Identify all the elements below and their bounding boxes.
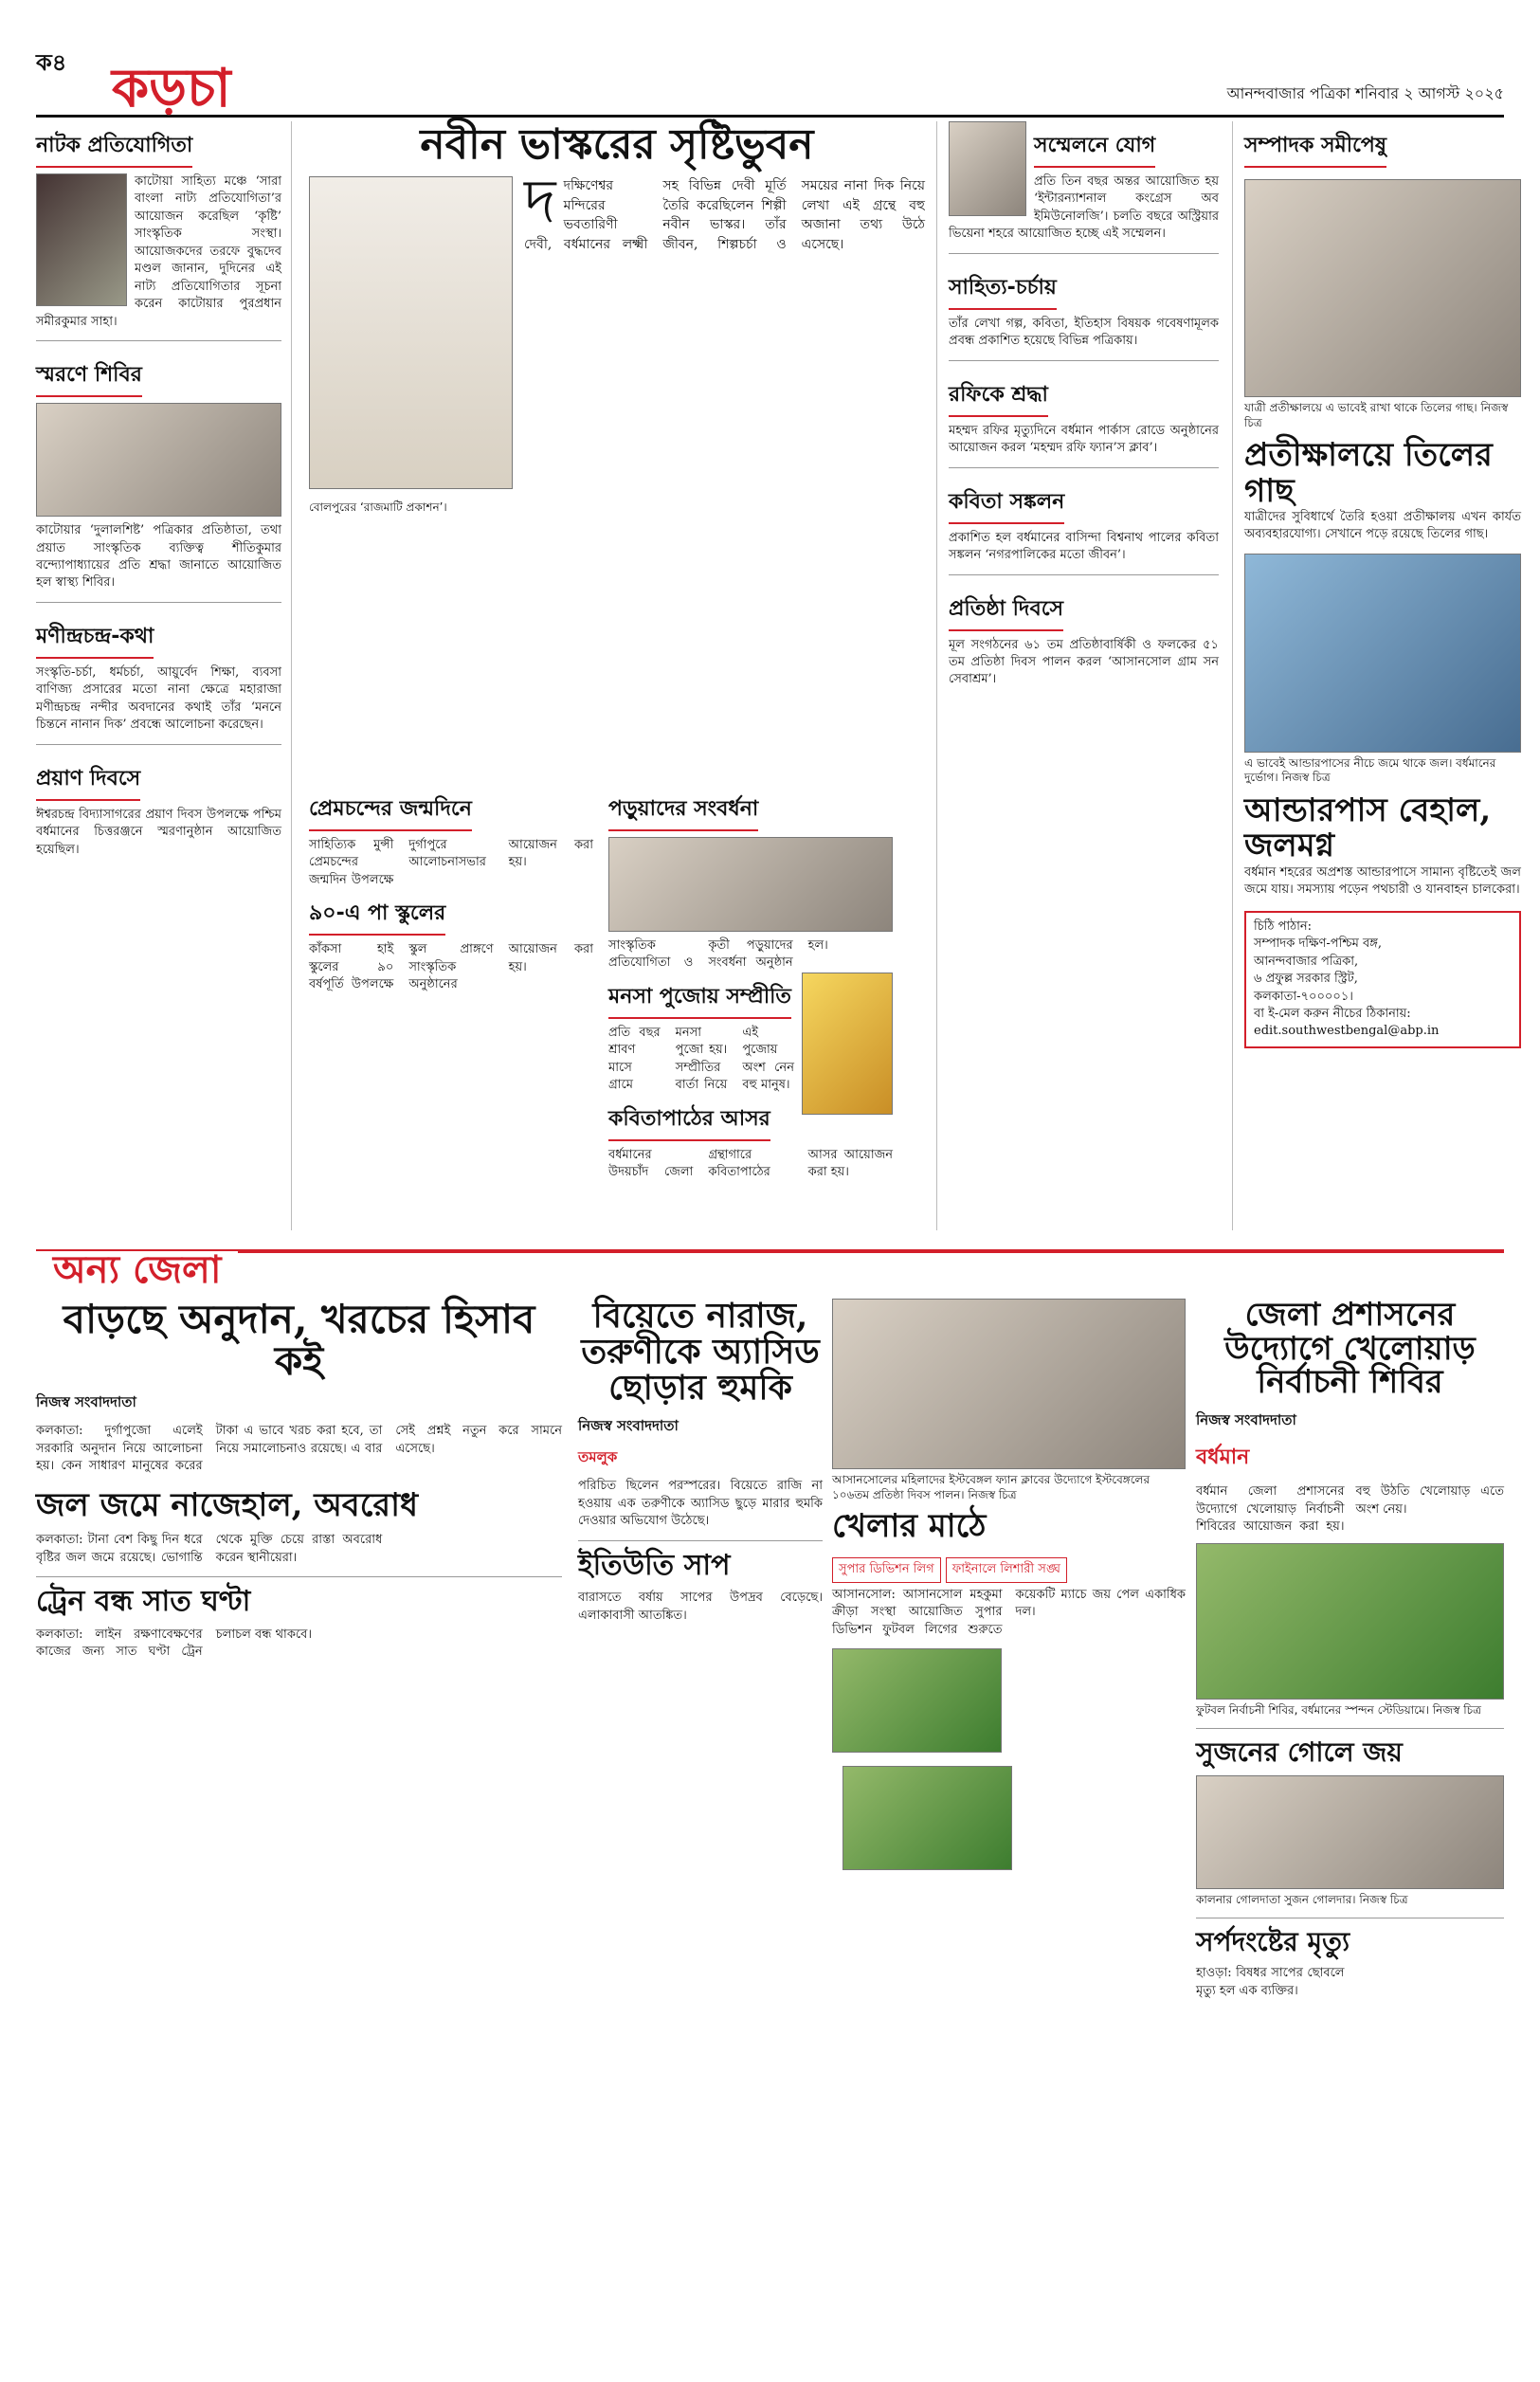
other-district-bar [36, 1247, 1504, 1292]
bottom-middle-right [832, 1299, 1186, 2354]
football-photo [842, 1766, 1012, 1870]
section-title: প্রয়াণ দিবসে [36, 762, 140, 801]
book-cover [309, 176, 513, 489]
lead-story [524, 167, 925, 254]
death-headline: সর্পদংষ্টের মৃত্যু [1196, 1926, 1350, 1957]
sports-headline: খেলার মাঠে [832, 1507, 987, 1546]
bottom-middle-left [578, 1296, 823, 2354]
drama-photo [36, 173, 127, 306]
story-title: ৯০-এ পা স্কুলের [309, 897, 445, 936]
middle-column [936, 121, 1219, 1230]
right-column [1232, 121, 1521, 1230]
story-text: বর্ধমানের উদয়চাঁদ জেলা গ্রন্থাগারে কবিতাপাঠের আসর আয়োজন করা হয়। [608, 1147, 893, 1180]
story-text: প্রতি বছর শ্রাবণ মাসে গ্রামে মনসা পুজো হয়। সম্প্রীতির বার্তা নিয়ে এই পুজোয় অংশ নেন বহু মানুষ। [608, 1025, 794, 1093]
left-substories [309, 785, 593, 994]
section-text: কাটোয়ার ‘দুলালশিষ্ট’ পত্রিকার প্রতিষ্ঠাতা, তথা প্রয়াত সাংস্কৃতিক ব্যক্তিত্ব শীতিকুমার বন্দ্যোপাধ্যায়ের প্রতি শ্রদ্ধা জানাতে আয়োজিত হল স্বাস্থ্য শিবির। [36, 523, 281, 591]
date-line: আনন্দবাজার পত্রিকা শনিবার ২ আগস্ট ২০২৫ [1226, 84, 1504, 102]
divider [36, 340, 281, 341]
story-title: পড়ুয়াদের সংবর্ধনা [608, 792, 758, 831]
book-caption: বোলপুরের ‘রাজমাটি প্রকাশন’। [309, 500, 447, 515]
brand-title: কড়চা [112, 57, 231, 119]
story-title: সম্মেলনে যোগ [1034, 129, 1155, 168]
grant-headline: বাড়ছে অনুদান, খরচের হিসাব কই [63, 1296, 535, 1385]
story-text: প্রকাশিত হল বর্ধমানের বাসিন্দা বিশ্বনাথ পালের কবিতা সঙ্কলন ‘নগরপালিকের মতো জীবন’। [949, 530, 1219, 563]
bottom-section [36, 1296, 1504, 2354]
letter-text: যাত্রীদের সুবিধার্থে তৈরি হওয়া প্রতীক্ষালয় এখন কার্যত অব্যবহারযোগ্য। সেখানে পড়ে রয়েছে তিলের গাছ। [1244, 509, 1521, 542]
byline: নিজস্ব সংবাদদাতা [578, 1417, 679, 1435]
story-text: মহম্মদ রফির মৃত্যুদিনে বর্ধমান পার্কাস রোডে অনুষ্ঠানের আয়োজন করল ‘মহম্মদ রফি ফ্যান’স ক্লাব’। [949, 423, 1219, 456]
page-number: ক৪ [36, 48, 67, 76]
story-text: তাঁর লেখা গল্প, কবিতা, ইতিহাস বিষয়ক গবেষণামূলক প্রবন্ধ প্রকাশিত হয়েছে বিভিন্ন পত্রিকায়। [949, 316, 1219, 349]
drop-cap: দ [524, 167, 556, 238]
letter-headline: প্রতীক্ষালয়ে তিলের গাছ [1244, 436, 1493, 510]
sports-tag: সুপার ডিভিশন লিগ [832, 1557, 941, 1583]
snake-headline: ইতিউতি সাপ [578, 1548, 731, 1582]
placeline: বর্ধমান [1196, 1446, 1250, 1470]
section-text: ঈশ্বরচন্দ্র বিদ্যাসাগরের প্রয়াণ দিবস উপলক্ষে পশ্চিম বর্ধমানের চিত্তরঞ্জনে স্মরণানুষ্ঠান আয়োজিত হয়েছিল। [36, 807, 281, 857]
left-column [36, 121, 292, 1230]
divider [36, 602, 281, 603]
selection-photo [1196, 1543, 1504, 1700]
story-text: সাহিত্যিক মুন্সী প্রেমচন্দের জন্মদিন উপলক্ষে দুর্গাপুরে আলোচনাসভার আয়োজন করা হয়। [309, 838, 593, 887]
section-title: মণীন্দ্রচন্দ্র-কথা [36, 620, 154, 659]
photo-caption: যাত্রী প্রতীক্ষালয়ে এ ভাবেই রাখা থাকে তিলের গাছ। নিজস্ব চিত্র [1244, 401, 1509, 429]
divider [949, 253, 1219, 254]
train-text: কলকাতা: লাইন রক্ষণাবেক্ষণের কাজের জন্য সাত ঘণ্টা ট্রেন চলাচল বন্ধ থাকবে। [36, 1627, 313, 1660]
mail-box: চিঠি পাঠান: সম্পাদক দক্ষিণ-পশ্চিম বঙ্গ, আনন্দবাজার পত্রিকা, ৬ প্রফুল্ল সরকার স্ট্রিট, কলকাতা-৭০০০০১। বা ই-মেল করুন নীচের ঠিকানায়: edit.southwestbengal@abp.in [1244, 911, 1521, 1048]
train-headline: ট্রেন বন্ধ সাত ঘণ্টা [36, 1585, 251, 1619]
selection-text: বর্ধমান জেলা প্রশাসনের উদ্যোগে খেলোয়াড় নির্বাচনী শিবিরের আয়োজন করা হয়। বহু উঠতি খেলোয়াড় এতে অংশ নেয়। [1196, 1484, 1504, 1534]
story-title: কবিতাপাঠের আসর [608, 1102, 770, 1141]
acid-headline: বিয়েতে নারাজ, তরুণীকে অ্যাসিড ছোড়ার হুমকি [581, 1296, 820, 1408]
story-title: মনসা পুজোয় সম্প্রীতি [608, 980, 791, 1019]
section-text: সংস্কৃতি-চর্চা, ধর্মচর্চা, আয়ুর্বেদ শিক্ষা, ব্যবসা বাণিজ্য প্রসারের মতো নানা ক্ষেত্রে মহারাজা মণীন্দ্রচন্দ্র নন্দীর অবদানের কথাই তাঁর ‘মননে চিন্তনে নানান দিক’ প্রবন্ধে আলোচনা করেছেন। [36, 664, 281, 733]
selection-headline: জেলা প্রশাসনের উদ্যোগে খেলোয়াড় নির্বাচনী শিবির [1224, 1296, 1476, 1402]
section-title: নাটক প্রতিযোগিতা [36, 129, 192, 168]
camp-photo [36, 403, 281, 517]
story-text: প্রতি তিন বছর অন্তর আয়োজিত হয় ‘ইন্টারন্যাশনাল কংগ্রেস অব ইমিউনোলজি’। চলতি বছরে অস্ট্রিয়ার ভিয়েনা শহরে আয়োজিত হচ্ছে এই সম্মেলন। [949, 174, 1219, 242]
divider [949, 574, 1219, 575]
letter-text: বর্ধমান শহরের অপ্রশস্ত আন্ডারপাসে সামান্য বৃষ্টিতেই জল জমে যায়। সমস্যায় পড়েন পথচারী ও যানবাহন চালকেরা। [1244, 864, 1521, 898]
masthead [36, 36, 1504, 118]
center-column [309, 121, 925, 1230]
water-text: কলকাতা: টানা বেশ কিছু দিন ধরে বৃষ্টির জল জমে রয়েছে। ভোগান্তি থেকে মুক্তি চেয়ে রাস্তা অবরোধ করেন স্থানীয়েরা। [36, 1533, 383, 1565]
story-text: সাংস্কৃতিক প্রতিযোগিতা ও কৃতী পড়ুয়াদের সংবর্ধনা অনুষ্ঠান হল। [608, 938, 828, 971]
divider [949, 360, 1219, 361]
placeline: তমলুক [578, 1448, 618, 1466]
bottom-right [1196, 1296, 1504, 2354]
divider [36, 1576, 562, 1577]
goalscorer-photo [1196, 1775, 1504, 1889]
editor-letters-title: সম্পাদক সমীপেষু [1244, 129, 1386, 168]
other-district-title: অন্য জেলা [36, 1251, 238, 1289]
section-text: কাটোয়া সাহিত্য মঞ্চে ‘সারা বাংলা নাট্য প্রতিযোগিতা’র আয়োজন করেছিল ‘কৃষ্টি’ সাংস্কৃতিক সংস্থা। আয়োজকদের তরফে বুদ্ধদেব মণ্ডল জানান, দুদিনের এই নাট্য প্রতিযোগিতার সূচনা করেন কাটোয়ার পুরপ্রধান সমীরকুমার সাহা। [36, 174, 281, 329]
lead-headline: নবীন ভাস্করের সৃষ্টিভুবন [420, 120, 814, 169]
sports-tag: ফাইনালে লিশারী সঙ্ঘ [946, 1557, 1067, 1583]
grant-text: কলকাতা: দুর্গাপুজো এলেই সরকারি অনুদান নিয়ে আলোচনা হয়। কেন সাধারণ মানুষের করের টাকা এ ভাবে খরচ করা হবে, তা নিয়ে সমালোচনাও রয়েছে। এ বার সেই প্রশ্নই নতুন করে সামনে এসেছে। [36, 1424, 562, 1474]
byline: নিজস্ব সংবাদদাতা [1196, 1411, 1296, 1429]
divider [1196, 1728, 1504, 1729]
right-substories [608, 785, 893, 1182]
photo-caption: কালনার গোলদাতা সুজন গোলদার। নিজস্ব চিত্র [1196, 1893, 1408, 1907]
story-title: প্রতিষ্ঠা দিবসে [949, 592, 1063, 631]
photo-caption: ফুটবল নির্বাচনী শিবির, বর্ধমানের স্পন্দন স্টেডিয়ামে। নিজস্ব চিত্র [1196, 1703, 1481, 1718]
letter-headline: আন্ডারপাস বেহাল, জলমগ্ন [1244, 791, 1492, 865]
story-title: রফিকে শ্রদ্ধা [949, 378, 1048, 417]
divider [578, 1540, 823, 1541]
story-title: সাহিত্য-চর্চায় [949, 271, 1057, 310]
death-text: হাওড়া: বিষধর সাপের ছোবলে মৃত্যু হল এক ব্যক্তির। [1196, 1966, 1345, 1998]
photo-caption: এ ভাবেই আন্ডারপাসের নীচে জমে থাকে জল। বর্ধমানের দুর্ভোগ। নিজস্ব চিত্র [1244, 755, 1496, 785]
goal-headline: সুজনের গোলে জয় [1196, 1736, 1403, 1769]
story-title: প্রেমচন্দের জন্মদিনে [309, 792, 472, 831]
photo-caption: আসানসোলের মহিলাদের ইস্টবেঙ্গল ফ্যান ক্লাবের উদ্যোগে ইস্টবেঙ্গলের ১০৬তম প্রতিষ্ঠা দিবস পালন। নিজস্ব চিত্র [832, 1473, 1150, 1501]
divider [949, 467, 1219, 468]
lead-text: দক্ষিণেশ্বর মন্দিরের ভবতারিণী দেবী, বর্ধমানের লক্ষ্মী সহ বিভিন্ন দেবী মূর্তি তৈরি করেছিলেন শিল্পী নবীন ভাস্কর। তাঁর জীবন, শিল্পচর্চা ও সময়ের নানা দিক নিয়ে লেখা এই গ্রন্থে বহু অজানা তথ্য উঠে এসেছে। [524, 178, 925, 252]
story-title: কবিতা সঙ্কলন [949, 485, 1064, 524]
sports-text: আসানসোল: আসানসোল মহকুমা ক্রীড়া সংস্থা আয়োজিত সুপার ডিভিশন ফুটবল লিগের শুরুতে কয়েকটি ম্যাচে জয় পেল একাধিক দল। [832, 1587, 1186, 1637]
eastbengal-photo [832, 1299, 1186, 1469]
section-title: স্মরণে শিবির [36, 358, 142, 397]
acid-text: পরিচিত ছিলেন পরস্পরের। বিয়েতে রাজি না হওয়ায় এক তরুণীকে অ্যাসিড ছুড়ে মারার হুমকি দেওয়ার অভিযোগ উঠেছে। [578, 1479, 823, 1529]
top-section [36, 120, 1521, 1230]
portrait-photo [949, 121, 1026, 216]
football-photo [832, 1648, 1002, 1753]
divider [36, 744, 281, 745]
waiting-room-photo [1244, 179, 1521, 397]
water-headline: জল জমে নাজেহাল, অবরোধ [36, 1485, 418, 1524]
byline: নিজস্ব সংবাদদাতা [36, 1393, 136, 1411]
woman-photo [802, 973, 893, 1115]
bottom-left [36, 1296, 562, 2354]
story-text: কাঁকসা হাই স্কুলের ৯০ বর্ষপূর্তি উপলক্ষে স্কুল প্রাঙ্গণে সাংস্কৃতিক অনুষ্ঠানের আয়োজন করা হয়। [309, 942, 593, 992]
students-photo [608, 837, 893, 932]
story-text: মূল সংগঠনের ৬১ তম প্রতিষ্ঠাবার্ষিকী ও ফলকের ৫১ তম প্রতিষ্ঠা দিবস পালন করল ‘আসানসোল গ্রাম সন সেবাশ্রম’। [949, 637, 1219, 687]
underpass-photo [1244, 554, 1521, 753]
snake-text: বারাসতে বর্ষায় সাপের উপদ্রব বেড়েছে। এলাকাবাসী আতঙ্কিত। [578, 1591, 823, 1623]
